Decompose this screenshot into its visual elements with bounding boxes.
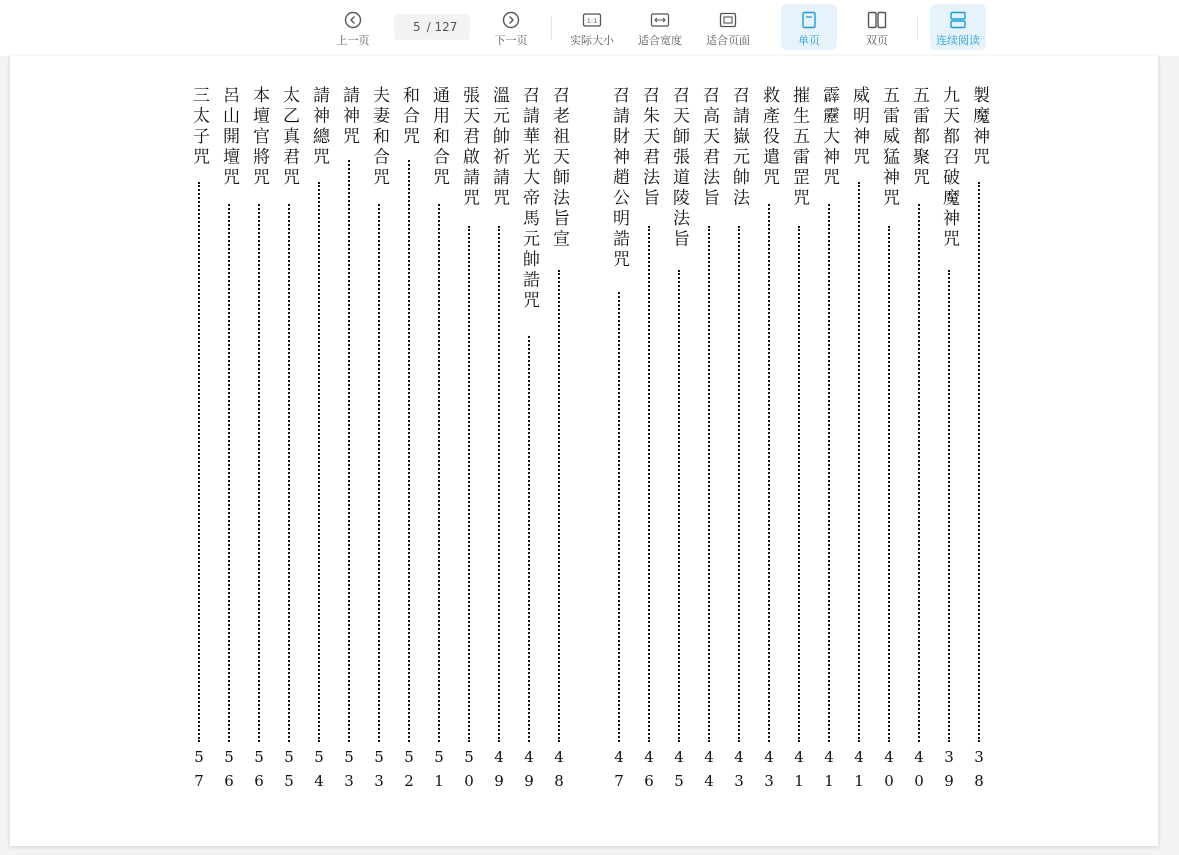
toc-entry-page: 56	[220, 748, 238, 796]
double-page-button[interactable]	[849, 4, 905, 50]
reader-toolbar	[0, 0, 1179, 56]
toc-entry-title: 摧生五雷罡咒	[789, 86, 809, 209]
next-page-label: 下一页	[494, 34, 528, 47]
toc-dot-leader	[438, 204, 440, 742]
toolbar-divider	[917, 16, 918, 40]
toc-entry-title: 三太子咒	[189, 86, 209, 168]
toc-entry[interactable]	[788, 86, 810, 796]
toc-dot-leader	[918, 204, 920, 742]
toc-entry-page: 40	[910, 748, 928, 796]
page-total: / 127	[426, 20, 458, 34]
fit-width-label: 适合宽度	[638, 34, 682, 47]
toc-dot-leader	[528, 336, 530, 742]
toc-dot-leader	[498, 226, 500, 742]
toc-entry[interactable]	[518, 86, 540, 796]
toc-entry-page: 40	[880, 748, 898, 796]
toc-dot-leader	[318, 182, 320, 742]
toc-entry-title: 九天都召破魔神咒	[939, 86, 959, 250]
toc-entry-page: 38	[970, 748, 988, 796]
toc-entry-page: 51	[430, 748, 448, 796]
toc-entry-page: 48	[550, 748, 568, 796]
toc-entry-page: 44	[700, 748, 718, 796]
continuous-scroll-icon	[949, 10, 967, 30]
toc-entry[interactable]	[458, 86, 480, 796]
single-page-label: 单页	[798, 34, 820, 47]
prev-page-button[interactable]	[330, 4, 376, 50]
toc-entry-title: 呂山開壇咒	[219, 86, 239, 189]
toc-entry[interactable]	[608, 86, 630, 796]
toc-entry-title: 召天師張道陵法旨	[669, 86, 689, 250]
toc-entry-title: 夫妻和合咒	[369, 86, 389, 189]
toc-entry[interactable]	[668, 86, 690, 796]
next-page-button[interactable]	[488, 4, 534, 50]
toc-entry-title: 霹靂大神咒	[819, 86, 839, 189]
toc-entry-title: 威明神咒	[849, 86, 869, 168]
prev-page-label: 上一页	[336, 34, 370, 47]
toc-entry-page: 46	[640, 748, 658, 796]
toc-entry-title: 太乙真君咒	[279, 86, 299, 189]
double-page-icon	[867, 10, 887, 30]
toc-entry-page: 49	[520, 748, 538, 796]
toc-entry-page: 50	[460, 748, 478, 796]
toc-dot-leader	[348, 160, 350, 742]
toc-entry-page: 43	[730, 748, 748, 796]
toc-entry[interactable]	[488, 86, 510, 796]
fit-width-button[interactable]	[632, 4, 688, 50]
toc-entry-page: 47	[610, 748, 628, 796]
toc-entry-title: 通用和合咒	[429, 86, 449, 189]
toc-entry-title: 召朱天君法旨	[639, 86, 659, 209]
fit-width-icon	[650, 10, 670, 30]
toc-entry-title: 五雷都聚咒	[909, 86, 929, 189]
toc-entry-title: 本壇官將咒	[249, 86, 269, 189]
toc-dot-leader	[768, 204, 770, 742]
page-number-input[interactable]	[407, 20, 421, 34]
toc-entry-title: 召請財神趙公明誥咒	[609, 86, 629, 271]
continuous-reading-button[interactable]	[930, 4, 986, 50]
toc-dot-leader	[468, 226, 470, 742]
chevron-right-circle-icon	[502, 10, 520, 30]
toc-entry-page: 52	[400, 748, 418, 796]
toc-entry-title: 製魔神咒	[969, 86, 989, 168]
toc-entry[interactable]	[848, 86, 870, 796]
toc-entry[interactable]	[248, 86, 270, 796]
toc-dot-leader	[198, 182, 200, 742]
toc-dot-leader	[558, 270, 560, 742]
toc-dot-leader	[948, 270, 950, 742]
toc-dot-leader	[408, 160, 410, 742]
toc-entry[interactable]	[758, 86, 780, 796]
fit-page-label: 适合页面	[706, 34, 750, 47]
toc-dot-leader	[798, 226, 800, 742]
toc-entry-page: 56	[250, 748, 268, 796]
toc-entry-page: 39	[940, 748, 958, 796]
toc-entry-page: 45	[670, 748, 688, 796]
toc-dot-leader	[258, 204, 260, 742]
toc-entry-title: 五雷威猛神咒	[879, 86, 899, 209]
toc-entry-title: 溫元帥祈請咒	[489, 86, 509, 209]
toc-entry[interactable]	[218, 86, 240, 796]
chevron-left-circle-icon	[344, 10, 362, 30]
toc-entry[interactable]	[188, 86, 210, 796]
svg-text:1:1: 1:1	[586, 17, 598, 25]
toc-entry-page: 41	[820, 748, 838, 796]
fit-page-icon	[718, 10, 738, 30]
toc-dot-leader	[648, 226, 650, 742]
fit-page-button[interactable]	[700, 4, 756, 50]
actual-size-label: 实际大小	[570, 34, 614, 47]
toc-entry[interactable]	[968, 86, 990, 796]
toc-entry[interactable]	[818, 86, 840, 796]
toc-entry[interactable]	[698, 86, 720, 796]
toc-entry[interactable]	[728, 86, 750, 796]
toc-entry-page: 41	[790, 748, 808, 796]
toc-dot-leader	[378, 204, 380, 742]
toc-entry-page: 49	[490, 748, 508, 796]
toc-dot-leader	[678, 270, 680, 742]
toc-entry-page: 55	[280, 748, 298, 796]
toc-entry-title: 召請嶽元帥法	[729, 86, 749, 209]
toc-dot-leader	[828, 204, 830, 742]
toc-entry-title: 救產役遣咒	[759, 86, 779, 189]
single-page-icon	[801, 10, 817, 30]
toc-entry-title: 召老祖天師法旨宣	[549, 86, 569, 250]
toc-dot-leader	[228, 204, 230, 742]
toc-entry-title: 召請華光大帝馬元帥誥咒	[519, 86, 539, 312]
toc-dot-leader	[738, 226, 740, 742]
toc-entry[interactable]	[398, 86, 420, 796]
toc-dot-leader	[618, 292, 620, 742]
toc-entry-title: 請神咒	[339, 86, 359, 148]
toc-entry-title: 和合咒	[399, 86, 419, 148]
toc-entry[interactable]	[338, 86, 360, 796]
toc-dot-leader	[288, 204, 290, 742]
toc-entry-page: 53	[370, 748, 388, 796]
toc-entry-title: 召高天君法旨	[699, 86, 719, 209]
double-page-label: 双页	[866, 34, 888, 47]
toc-dot-leader	[888, 226, 890, 742]
toc-entry-title: 張天君啟請咒	[459, 86, 479, 209]
toc-dot-leader	[708, 226, 710, 742]
toolbar-divider	[551, 16, 552, 40]
toc-entry-page: 53	[340, 748, 358, 796]
toc-entry[interactable]	[308, 86, 330, 796]
continuous-reading-label: 连续阅读	[936, 34, 980, 47]
toc-entry-page: 43	[760, 748, 778, 796]
toc-entry[interactable]	[278, 86, 300, 796]
toc-entry[interactable]	[878, 86, 900, 796]
toc-entry[interactable]	[368, 86, 390, 796]
toc-entry[interactable]	[428, 86, 450, 796]
toc-entry-page: 41	[850, 748, 868, 796]
toc-entry[interactable]	[638, 86, 660, 796]
toc-dot-leader	[858, 182, 860, 742]
actual-size-icon	[582, 10, 602, 30]
toc-entry-title: 請神總咒	[309, 86, 329, 168]
single-page-button[interactable]	[781, 4, 837, 50]
toc-entry[interactable]	[938, 86, 960, 796]
toc-entry[interactable]	[908, 86, 930, 796]
toc-entry-page: 54	[310, 748, 328, 796]
actual-size-button[interactable]	[563, 4, 621, 50]
toc-entry-page: 57	[190, 748, 208, 796]
toc-dot-leader	[978, 182, 980, 742]
page-indicator	[394, 14, 470, 40]
toc-entry[interactable]	[548, 86, 570, 796]
